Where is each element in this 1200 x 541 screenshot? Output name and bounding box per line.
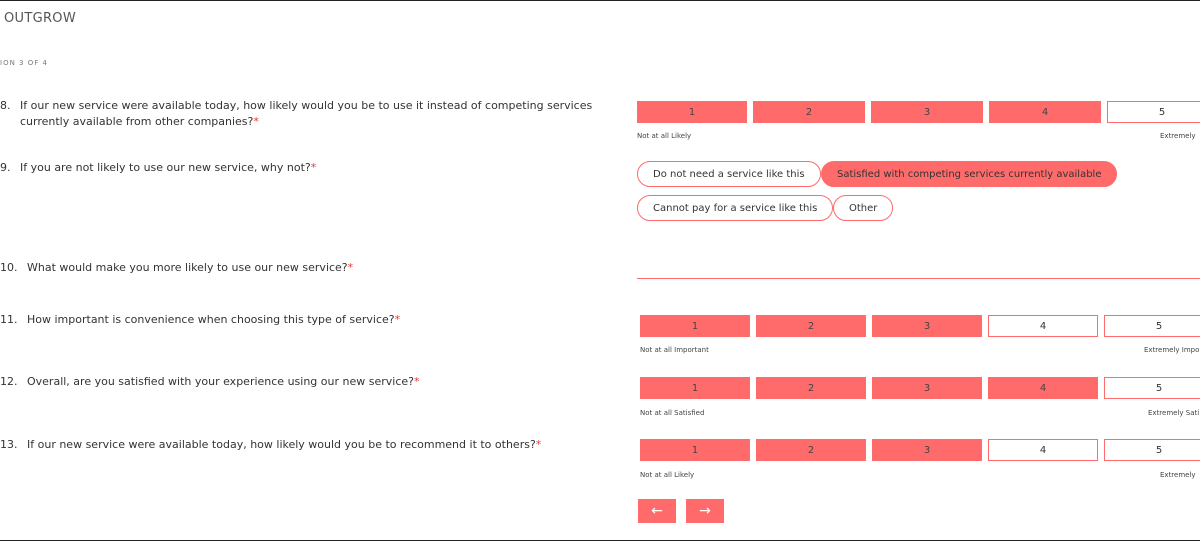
arrow-left-icon: ← [651, 503, 663, 519]
question-text: Overall, are you satisfied with your experience using our new service? [27, 375, 414, 388]
brand-logo: OUTGROW [4, 11, 76, 26]
scale-high-label: Extremely [1160, 471, 1196, 479]
required-marker: * [347, 261, 354, 274]
scale-low-label: Not at all Likely [637, 132, 692, 140]
question-11 [0, 312, 400, 328]
prev-button[interactable] [638, 499, 676, 523]
arrow-right-icon: → [699, 503, 711, 519]
scale-low-label: Not at all Likely [640, 471, 695, 479]
rating-option-5[interactable]: 5 [1107, 101, 1200, 123]
rating-option-2[interactable]: 2 [756, 439, 866, 461]
next-button[interactable] [686, 499, 724, 523]
rating-option-2[interactable]: 2 [756, 315, 866, 337]
question-text: If you are not likely to use our new service, why not? [20, 161, 311, 174]
question-13 [0, 437, 541, 453]
rating-option-3[interactable]: 3 [871, 101, 983, 123]
required-marker: * [535, 438, 542, 451]
option-no-need[interactable]: Do not need a service like this [637, 161, 821, 187]
rating-scale-q11 [640, 315, 1200, 337]
scale-low-label: Not at all Important [640, 346, 709, 354]
section-progress: ION 3 OF 4 [0, 59, 48, 67]
question-12 [0, 374, 419, 390]
question-number: 9. [0, 161, 11, 174]
rating-option-3[interactable]: 3 [872, 315, 982, 337]
rating-option-3[interactable]: 3 [872, 377, 982, 399]
question-9 [0, 160, 316, 176]
required-marker: * [310, 161, 317, 174]
rating-option-1[interactable]: 1 [640, 315, 750, 337]
answer-text-input[interactable] [637, 278, 1200, 279]
option-other[interactable]: Other [833, 195, 893, 221]
rating-scale-q13 [640, 439, 1200, 461]
rating-option-5[interactable]: 5 [1104, 439, 1200, 461]
rating-scale-q8 [637, 101, 1200, 123]
rating-option-1[interactable]: 1 [640, 377, 750, 399]
rating-option-2[interactable]: 2 [753, 101, 865, 123]
option-satisfied-competing[interactable]: Satisfied with competing services currently available [821, 161, 1117, 187]
rating-option-2[interactable]: 2 [756, 377, 866, 399]
question-8 [0, 98, 600, 130]
rating-option-4[interactable]: 4 [989, 101, 1101, 123]
rating-option-5[interactable]: 5 [1104, 315, 1200, 337]
rating-option-4[interactable]: 4 [988, 377, 1098, 399]
scale-low-label: Not at all Satisfied [640, 409, 705, 417]
question-text: What would make you more likely to use our new service? [27, 261, 348, 274]
rating-option-5[interactable]: 5 [1104, 377, 1200, 399]
rating-option-3[interactable]: 3 [872, 439, 982, 461]
required-marker: * [253, 115, 259, 128]
question-number: 10. [0, 261, 18, 274]
question-number: 8. [0, 99, 11, 112]
question-text: If our new service were available today, how likely would you be to use it instead of competing services [20, 99, 593, 112]
question-text-cont: currently available from other companies? [20, 115, 254, 128]
rating-scale-q12 [640, 377, 1200, 399]
question-number: 13. [0, 438, 18, 451]
required-marker: * [394, 313, 401, 326]
scale-high-label: Extremely Sati [1148, 409, 1200, 417]
option-cannot-pay[interactable]: Cannot pay for a service like this [637, 195, 833, 221]
question-number: 11. [0, 313, 18, 326]
scale-high-label: Extremely Impo [1144, 346, 1200, 354]
rating-option-4[interactable]: 4 [988, 439, 1098, 461]
rating-option-1[interactable]: 1 [640, 439, 750, 461]
question-text: If our new service were available today, how likely would you be to recommend it to others? [27, 438, 536, 451]
scale-high-label: Extremely [1160, 132, 1196, 140]
question-text: How important is convenience when choosing this type of service? [27, 313, 395, 326]
required-marker: * [413, 375, 420, 388]
rating-option-4[interactable]: 4 [988, 315, 1098, 337]
rating-option-1[interactable]: 1 [637, 101, 747, 123]
question-number: 12. [0, 375, 18, 388]
question-10 [0, 260, 353, 276]
